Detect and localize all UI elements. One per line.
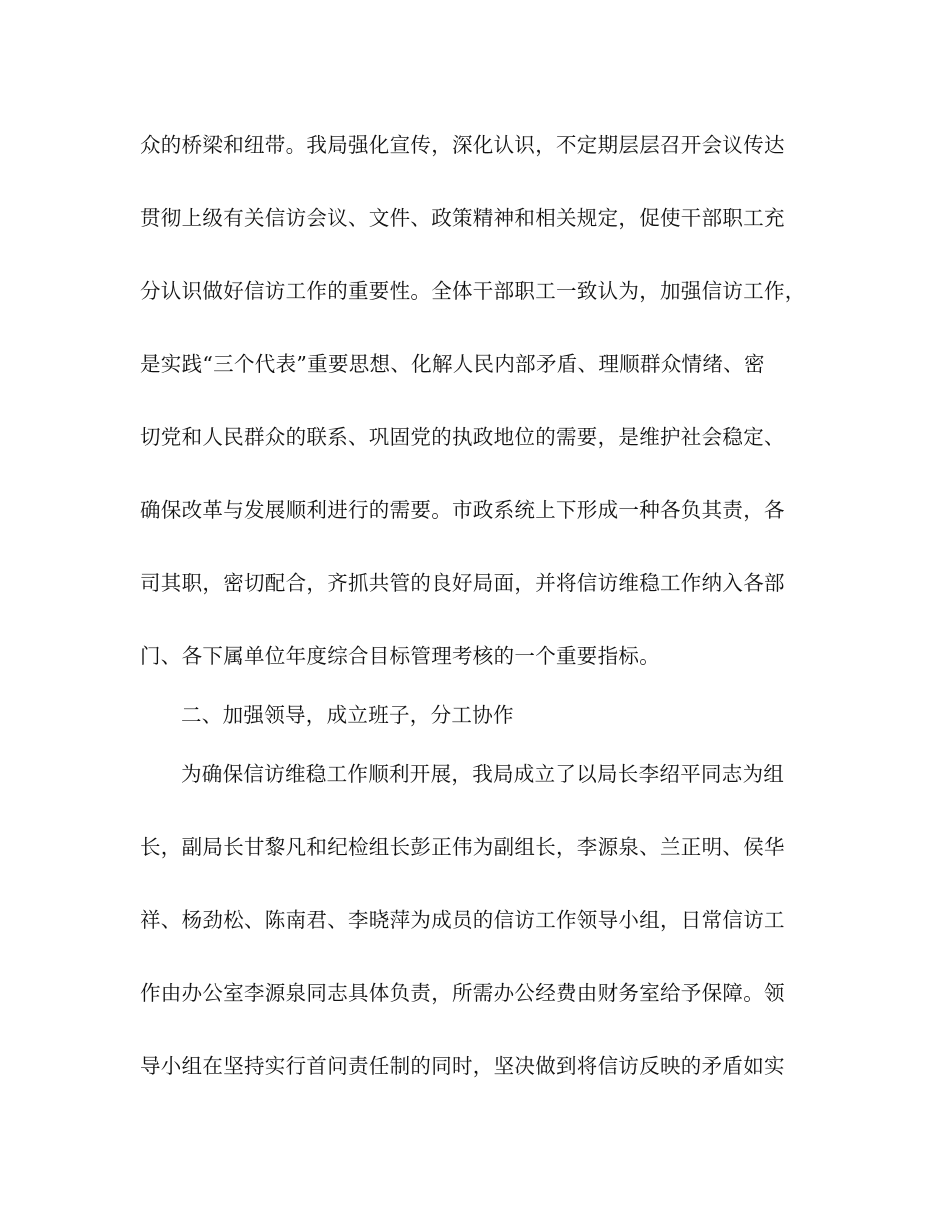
paragraph-line: 导小组在坚持实行首问责任制的同时，坚决做到将信访反映的矛盾如实 <box>140 1054 785 1078</box>
paragraph-line: 众的桥梁和纽带。我局强化宣传，深化认识，不定期层层召开会议传达 <box>140 133 785 157</box>
paragraph-line: 贯彻上级有关信访会议、文件、政策精神和相关规定，促使干部职工充 <box>140 206 785 230</box>
paragraph-line: 切党和人民群众的联系、巩固党的执政地位的需要，是维护社会稳定、 <box>140 425 785 449</box>
section-heading: 二、加强领导，成立班子，分工协作 <box>181 703 514 727</box>
paragraph-line: 门、各下属单位年度综合目标管理考核的一个重要指标。 <box>140 644 660 668</box>
paragraph-line: 分认识做好信访工作的重要性。全体干部职工一致认为，加强信访工作， <box>140 279 806 303</box>
paragraph-line: 司其职，密切配合，齐抓共管的良好局面，并将信访维稳工作纳入各部 <box>140 571 785 595</box>
paragraph-line: 长，副局长甘黎凡和纪检组长彭正伟为副组长，李源泉、兰正明、侯华 <box>140 835 785 859</box>
paragraph-line: 为确保信访维稳工作顺利开展，我局成立了以局长李绍平同志为组 <box>181 762 785 786</box>
paragraph-line: 祥、杨劲松、陈南君、李晓萍为成员的信访工作领导小组，日常信访工 <box>140 908 785 932</box>
paragraph-line: 是实践“三个代表”重要思想、化解人民内部矛盾、理顺群众情绪、密 <box>140 352 765 376</box>
paragraph-line: 确保改革与发展顺利进行的需要。市政系统上下形成一种各负其责，各 <box>140 498 785 522</box>
paragraph-line: 作由办公室李源泉同志具体负责，所需办公经费由财务室给予保障。领 <box>140 981 785 1005</box>
